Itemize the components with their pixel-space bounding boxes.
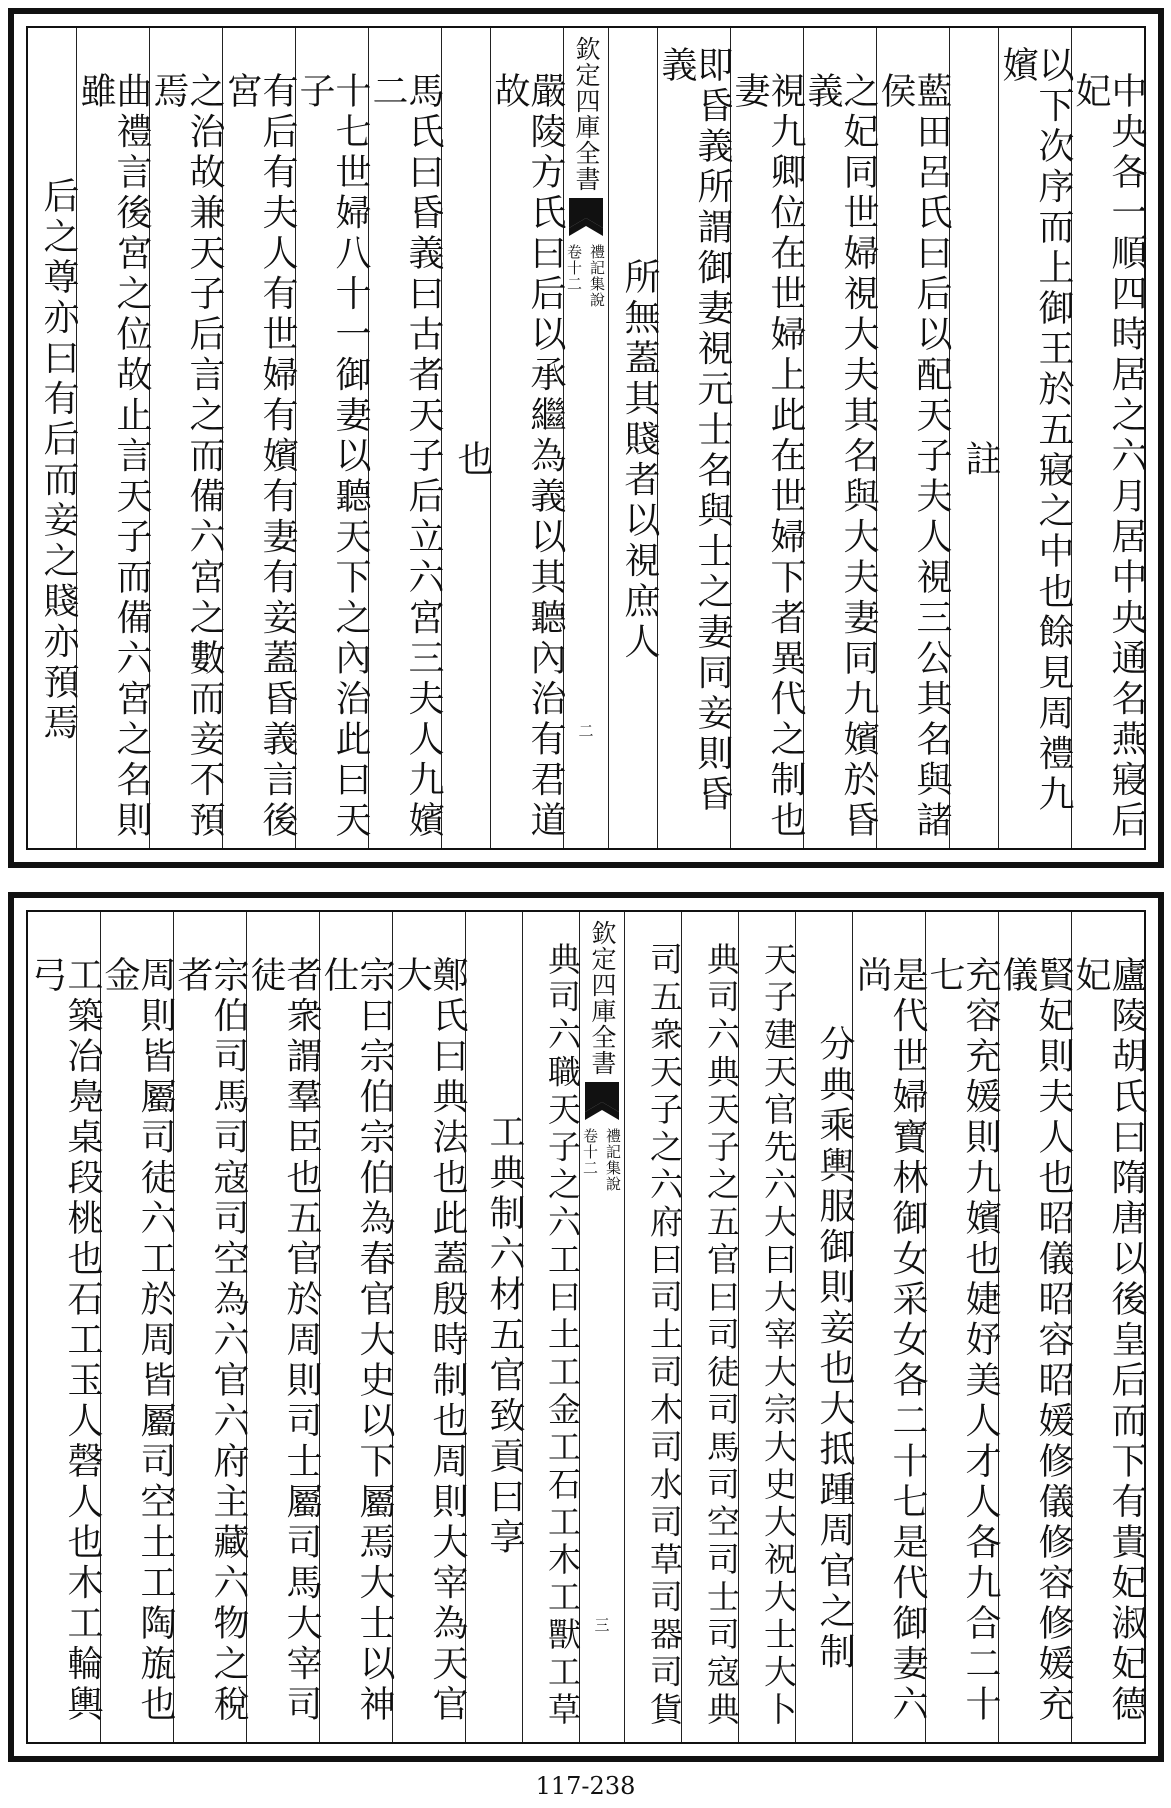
leaf-number: 二 (576, 723, 595, 738)
text-column: 廬陵胡氏曰隋唐以後皇后而下有貴妃淑妃德妃 (1071, 912, 1144, 1742)
text-column: 典司六典天子之五官曰司徒司馬司空司士司寇典 (681, 912, 738, 1742)
text-column: 有后有夫人有世婦有嬪有妻有妾蓋昏義言後宮 (222, 28, 295, 848)
book-volume-label (564, 244, 608, 308)
bottom-page (8, 892, 1164, 1762)
text-column: 司五衆天子之六府曰司土司木司水司草司器司貨 (624, 912, 681, 1742)
text-column: 工築冶鳧桌段桃也石工玉人磬人也木工輪輿弓 (26, 956, 103, 1726)
text-column: 天子建天官先六大曰大宰大宗大史大祝大士大卜 (738, 912, 795, 1742)
text-column: 視九卿位在世婦上此在世婦下者異代之制也妻 (730, 28, 803, 848)
collection-title: 欽定四庫全書 (572, 36, 601, 192)
text-column: 賢妃則夫人也昭儀昭容昭媛修儀修容修媛充儀 (998, 912, 1071, 1742)
top-page-frame (26, 26, 1146, 850)
text-column: 宗曰宗伯宗伯為春官大史以下屬焉大士以神仕 (319, 912, 392, 1742)
center-fold (563, 28, 608, 848)
text-column: 充容充媛則九嬪也婕妤美人才人各九合二十七 (925, 912, 998, 1742)
bottom-page-frame (26, 910, 1146, 1744)
leaf-number: 三 (592, 1617, 611, 1632)
text-column: 鄭氏曰典法也此蓋殷時制也周則大宰為天官大 (392, 912, 465, 1742)
text-column: 曲禮言後宮之位故止言天子而備六宮之名則雖 (76, 28, 149, 848)
text-column: 工典制六材五官致貢曰享 (465, 912, 522, 1742)
page-number: 117-238 (535, 1772, 636, 1800)
book-title: 禮記集說 (588, 244, 606, 308)
text-column: 周則皆屬司徒六工於周皆屬司空土工陶旊也金 (100, 912, 173, 1742)
text-column: 藍田呂氏曰后以配天子夫人視三公其名與諸侯 (876, 28, 949, 848)
text-column: 馬氏曰昏義曰古者天子后立六宮三夫人九嬪二 (368, 28, 441, 848)
text-column: 即昏義所謂御妻視元士名與士之妻同妾則昏義 (657, 28, 730, 848)
text-column: 之治故兼天子后言之而備六宮之數而妾不預焉 (149, 28, 222, 848)
text-column: 典司六職天子之六工曰土工金工石工木工獸工草 (522, 912, 579, 1742)
fish-tail-mark-icon (569, 198, 603, 236)
text-column: 以下次序而上御王於五寢之中也餘見周禮九嬪 (998, 28, 1071, 848)
text-column: 者衆謂羣臣也五官於周則司士屬司馬大宰司徒 (246, 912, 319, 1742)
book-volume-label (580, 1128, 624, 1192)
text-column: 是代世婦寶林御女采女各二十七是代御妻六尚 (852, 912, 925, 1742)
text-column: 后之尊亦曰有后而妾之賤亦預焉 (38, 176, 79, 744)
text-column: 宗伯司馬司寇司空為六官六府主藏六物之稅者 (173, 912, 246, 1742)
text-column: 十七世婦八十一御妻以聽天下之內治此曰天子 (295, 28, 368, 848)
text-column: 嚴陵方氏曰后以承繼為義以其聽內治有君道故 (490, 28, 563, 848)
text-column: 之妃同世婦視大夫其名與大夫妻同九嬪於昏義 (803, 28, 876, 848)
volume-number: 卷十二 (565, 244, 583, 292)
text-column: 註 (949, 28, 998, 848)
bottom-page-columns (26, 912, 1147, 1742)
top-page (8, 8, 1164, 868)
text-column: 分典乘輿服御則妾也大抵踵周官之制 (795, 912, 852, 1742)
fish-tail-mark-icon (585, 1082, 619, 1120)
top-page-columns (28, 28, 1147, 848)
volume-number: 卷十二 (581, 1128, 599, 1176)
text-column: 也 (441, 28, 490, 848)
book-title: 禮記集說 (604, 1128, 622, 1192)
text-column: 中央各一順四時居之六月居中央通名燕寢后妃 (1071, 28, 1144, 848)
collection-title: 欽定四庫全書 (588, 920, 617, 1076)
center-fold (579, 912, 624, 1742)
text-column: 所無蓋其賤者以視庶人 (608, 28, 657, 848)
